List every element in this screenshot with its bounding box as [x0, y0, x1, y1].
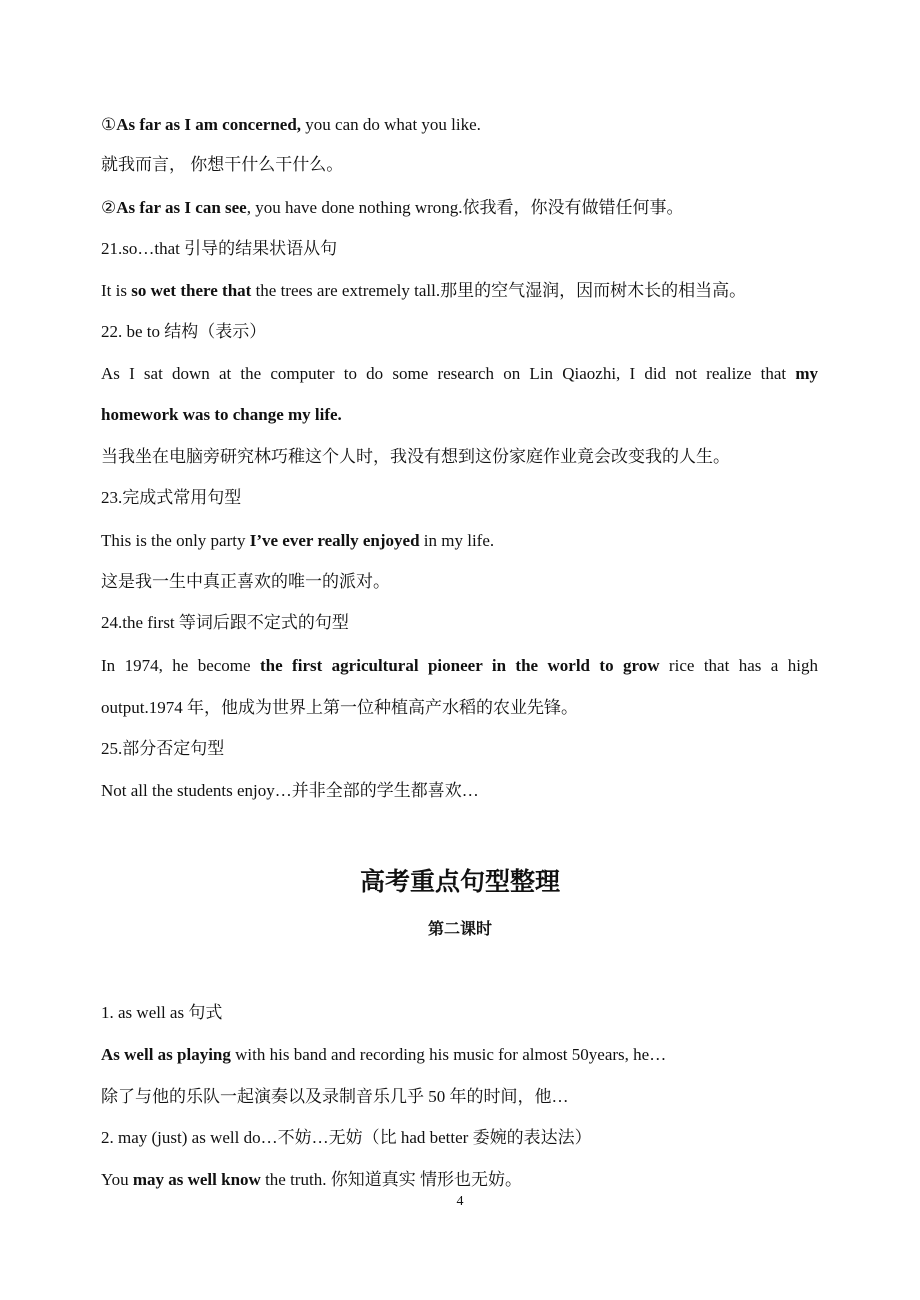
- text-line: Not all the students enjoy…并非全部的学生都喜欢…: [101, 781, 479, 800]
- key-phrase: so wet there that: [131, 281, 252, 300]
- section-heading: 25.部分否定句型: [101, 739, 225, 758]
- page-title: 高考重点句型整理: [359, 867, 560, 896]
- key-phrase: the first agricultural pioneer in the world to grow: [259, 656, 660, 675]
- text-line: This is the only party I’ve ever really enjoyed in my life.: [101, 531, 495, 550]
- text-line: 这是我一生中真正喜欢的唯一的派对。: [101, 572, 390, 591]
- key-phrase: As far as I am concerned,: [116, 115, 302, 134]
- text-line: output.1974 年，他成为世界上第一位种植高产水稻的农业先锋。: [101, 698, 578, 717]
- key-phrase: I’ve ever really enjoyed: [249, 531, 420, 550]
- key-phrase: As far as I can see: [116, 198, 247, 217]
- text-line: In 1974, he become the first agricultural pioneer in the world to grow rice that has a high: [101, 656, 818, 675]
- text-line: As I sat down at the computer to do some research on Lin Qiaozhi, I did not realize that my: [101, 364, 818, 383]
- text-line: 就我而言， 你想干什么干什么。: [101, 155, 344, 174]
- text-line: [101, 403, 342, 427]
- page-subtitle: 第二课时: [427, 919, 492, 938]
- text-line: As well as playing with his band and recording his music for almost 50years, he…: [101, 1045, 667, 1064]
- text-line: You may as well know the truth. 你知道真实 情形也无妨。: [101, 1170, 522, 1189]
- section-heading: 24.the first 等词后跟不定式的句型: [101, 613, 349, 632]
- section-heading: 1. as well as 句式: [101, 1003, 223, 1022]
- text-line: ②As far as I can see, you have done nothing wrong.依我看，你没有做错任何事。: [101, 198, 684, 217]
- key-phrase: homework was to change my life.: [101, 405, 342, 424]
- text-line: ①As far as I am concerned, you can do what you like.: [101, 115, 481, 134]
- text-line: 当我坐在电脑旁研究林巧稚这个人时，我没有想到这份家庭作业竟会改变我的人生。: [101, 447, 730, 466]
- section-heading: 2. may (just) as well do…不妨…无妨（比 had better 委婉的表达法）: [101, 1128, 592, 1147]
- section-heading: 23.完成式常用句型: [101, 488, 242, 507]
- section-heading: 21.so…that 引导的结果状语从句: [101, 239, 338, 258]
- text-line: 除了与他的乐队一起演奏以及录制音乐几乎 50 年的时间，他…: [101, 1087, 569, 1106]
- section-heading: 22. be to 结构（表示）: [101, 322, 267, 341]
- key-phrase: my: [795, 364, 818, 383]
- key-phrase: As well as playing: [101, 1045, 231, 1064]
- page-number: 4: [456, 1194, 464, 1209]
- text-line: It is so wet there that the trees are extremely tall.那里的空气湿润，因而树木长的相当高。: [101, 281, 747, 300]
- key-phrase: may as well know: [132, 1170, 261, 1189]
